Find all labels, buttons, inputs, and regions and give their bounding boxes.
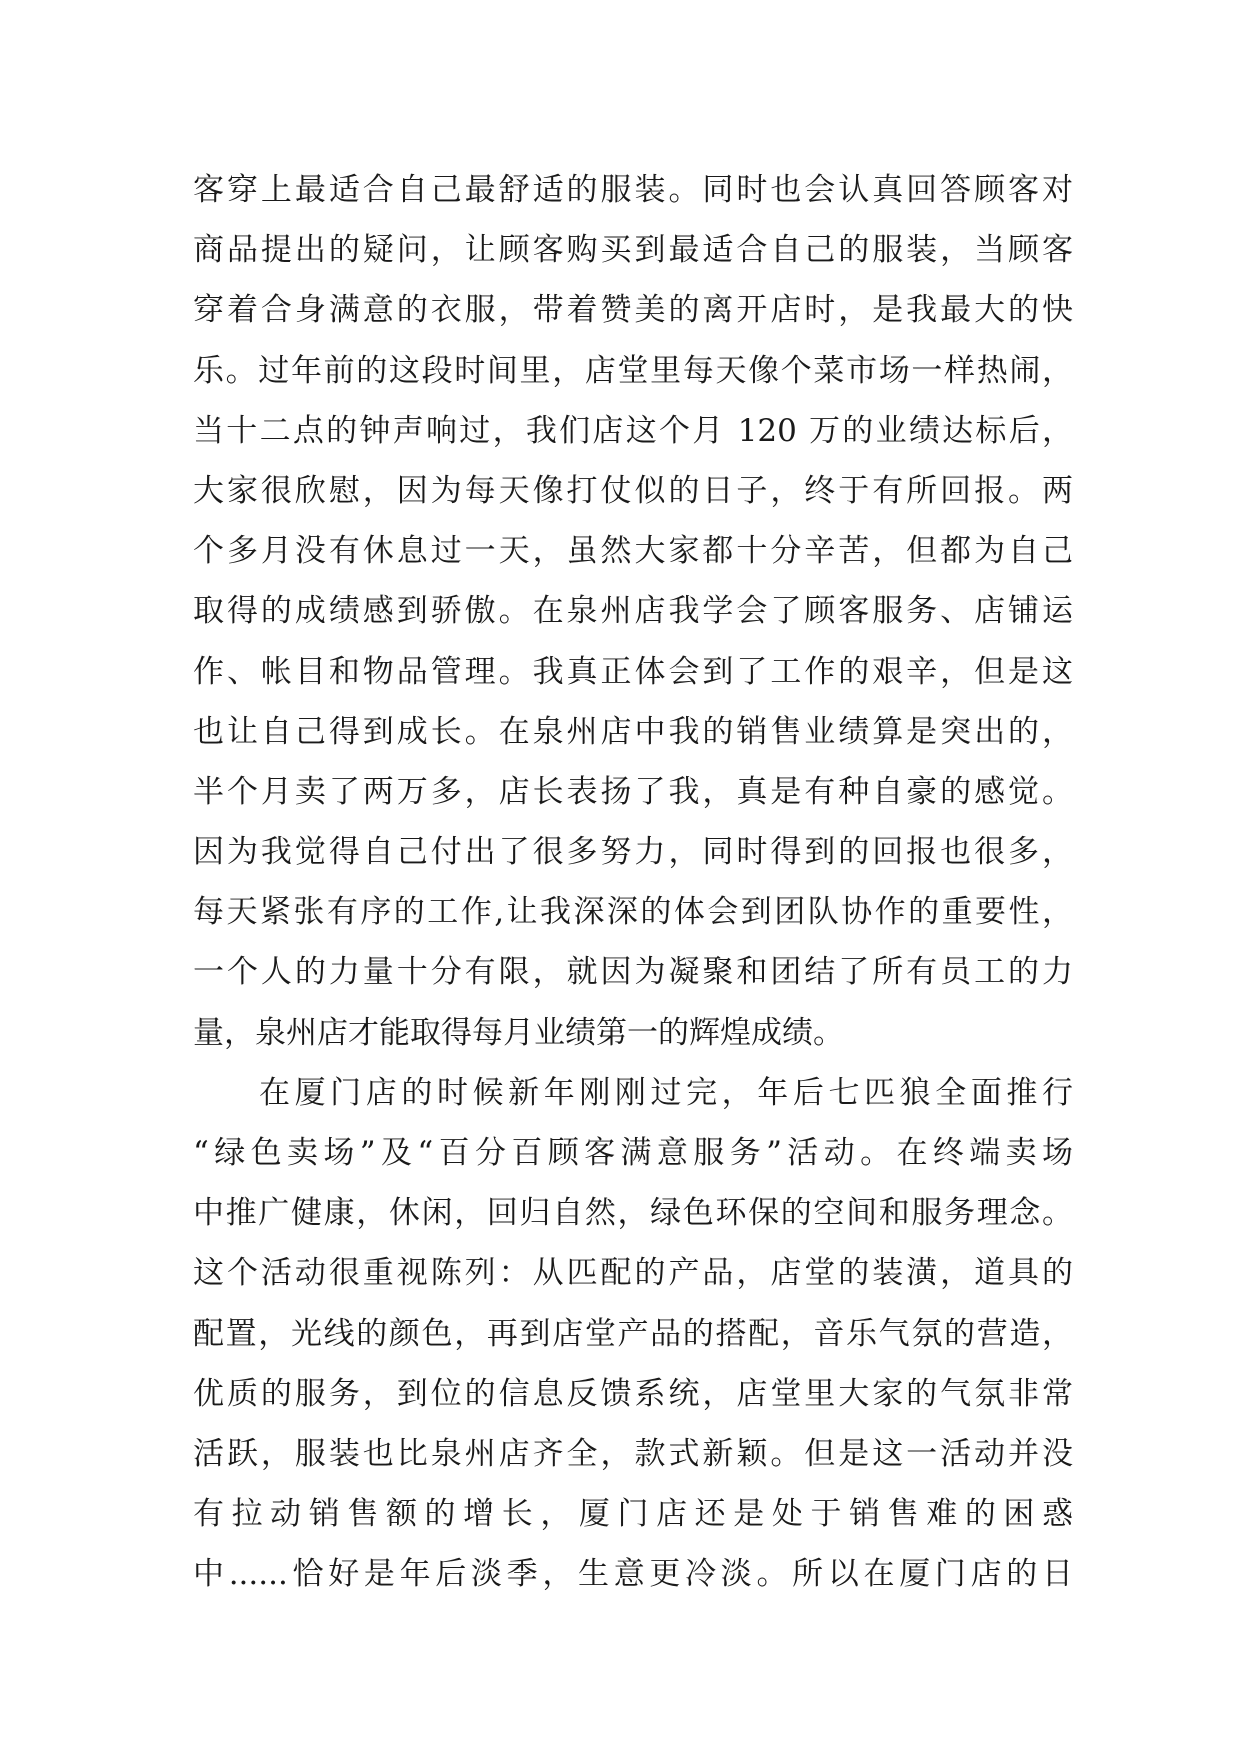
text-line: 优质的服务，到位的信息反馈系统，店堂里大家的气氛非常 (193, 1375, 1073, 1412)
text-line: 半个月卖了两万多，店长表扬了我，真是有种自豪的感觉。 (193, 773, 1073, 810)
text-line: 这个活动很重视陈列：从匹配的产品，店堂的装潢，道具的 (193, 1255, 1073, 1292)
text-line: 取得的成绩感到骄傲。在泉州店我学会了顾客服务、店铺运 (193, 593, 1073, 630)
text-line: 乐。过年前的这段时间里，店堂里每天像个菜市场一样热闹， (193, 352, 1073, 389)
text-line: 量，泉州店才能取得每月业绩第一的辉煌成绩。 (193, 1014, 844, 1051)
document-body (193, 160, 1073, 1605)
text-line: 也让自己得到成长。在泉州店中我的销售业绩算是突出的， (193, 713, 1073, 750)
text-line: 客穿上最适合自己最舒适的服装。同时也会认真回答顾客对 (193, 172, 1073, 208)
paragraph-1 (193, 160, 1073, 1063)
text-line: 在厦门店的时候新年刚刚过完，年后七匹狼全面推行 (259, 1074, 1073, 1111)
text-line: 每天紧张有序的工作,让我深深的体会到团队协作的重要性， (193, 894, 1073, 931)
text-line: 配置，光线的颜色，再到店堂产品的搭配，音乐气氛的营造， (193, 1315, 1073, 1352)
text-line: 因为我觉得自己付出了很多努力，同时得到的回报也很多， (193, 834, 1073, 871)
text-line: 一个人的力量十分有限，就因为凝聚和团结了所有员工的力 (193, 954, 1073, 991)
text-line: 当十二点的钟声响过，我们店这个月 120 万的业绩达标后， (193, 412, 1073, 449)
text-line: “绿色卖场”及“百分百顾客满意服务”活动。在终端卖场 (193, 1135, 1073, 1171)
text-line: 活跃，服装也比泉州店齐全，款式新颖。但是这一活动并没 (193, 1435, 1073, 1472)
text-line: 商品提出的疑问，让顾客购买到最适合自己的服装，当顾客 (193, 232, 1073, 269)
paragraph-2 (193, 1063, 1073, 1605)
text-line: 大家很欣慰，因为每天像打仗似的日子，终于有所回报。两 (193, 472, 1073, 509)
text-line: 中推广健康，休闲，回归自然，绿色环保的空间和服务理念。 (193, 1195, 1073, 1232)
text-line: 穿着合身满意的衣服，带着赞美的离开店时，是我最大的快 (193, 292, 1073, 329)
text-line: 中......恰好是年后淡季，生意更冷淡。所以在厦门店的日 (193, 1556, 1073, 1593)
text-line: 个多月没有休息过一天，虽然大家都十分辛苦，但都为自己 (193, 533, 1073, 570)
text-line: 作、帐目和物品管理。我真正体会到了工作的艰辛，但是这 (193, 653, 1073, 690)
text-line: 有拉动销售额的增长，厦门店还是处于销售难的困惑 (193, 1496, 1073, 1533)
